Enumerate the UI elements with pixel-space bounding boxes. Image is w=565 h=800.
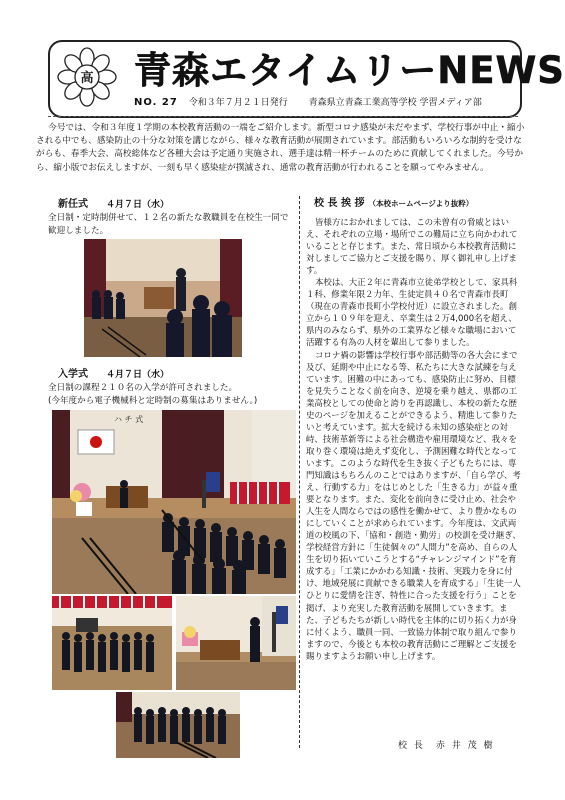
principal-paragraph-2: 本校は、大正２年に青森市立徒弟学校として、家具科１科、修業年限２力年、生徒定員４０名で青森市長町（現在の青森市長町小学校付近）に設立されました。創立から１０９年を迎え、卒業生は２万4,000名を超え、県内のみならず、県外の工業界など様々な職場において活躍する有為の人材を輩出して参りました。 [306, 277, 518, 348]
principal-message [306, 216, 522, 662]
shinninshiki-date: ４月７日（水） [106, 200, 170, 210]
column-divider [299, 196, 300, 748]
principal-title: 校 長 挨 拶 [314, 198, 365, 209]
newsletter-title: 青森エタイムリーNEWS [134, 49, 565, 92]
nyugakushiki-students-photo [52, 596, 172, 690]
nyugakushiki-body: 全日制の課程２１０名の入学が許可されました。 [48, 383, 238, 393]
stage-banner: ハ チ 式 [114, 415, 144, 424]
header-divider [48, 116, 518, 117]
issue-info [134, 96, 514, 110]
issue-date: 令和３年７月２１日発行 [188, 98, 288, 108]
principal-paragraph-1: 皆様方におかれましては、この未曽有の脅威とはいえ、それぞれの立場・場所でこの難局に立ち向かわれていることと存じます。また、常日頃から本校教育活動に対しましてご協力とご支援を賜り、厚く御礼申し上げます。 [306, 217, 518, 276]
svg-text:高: 高 [80, 71, 94, 86]
nyugakushiki-podium-photo [176, 596, 296, 690]
nyugakushiki-heading [58, 368, 169, 382]
nyugakushiki-hall-photo [52, 410, 296, 594]
issue-number: NO. 27 [134, 97, 178, 108]
shinninshiki-heading [58, 198, 169, 212]
nyugakushiki-note: (今年度から電子機械科と定時制の募集はありません。) [48, 396, 258, 406]
principal-paragraph-3: コロナ禍の影響は学校行事や部活動等の各大会にまで及び、延期や中止になる等、私たちに大きな試練を与えています。困難の中にあっても、感染防止に努め、目標を見失うことなく前を向き、逆境を乗り越え、県都の工業高校としての使命と誇りを再認識し、本校の新たな歴史のページを加えることができるよう、精進して参りたいと考えています。拡大を続ける未知の感染症との対峙、技術革新等による社会構造や雇用環境など、我々を取り巻く環境は絶えず変化し、予測困難な時代となっています。このような時代を生き抜く子どもたちには、専門知識はもちろんのことではありますが、「自ら学び、考え、行動する力」をはじめとした「生きる力」が益々重要となります。また、変化を前向きに受け止め、社会や人生を人間ならではの感性を働かせて、より豊かなものにしていくことが求められています。今年度は、文武両道の校風の下、「協和・創造・勤労」の校訓を受け継ぎ、学校経営方針に「生徒個々の“人間力”を高め、自らの人生を切り拓いていこうとする“チャレンジマインド”を育成する」「工業にかかわる知識・技術、実践力を身に付け、地域発展に貢献できる職業人を育成する」「生徒一人ひとりに愛情を注ぎ、特性に合った支援を行う」ことを掲げ、より充実した教育活動を展開していきます。また、子どもたちが新しい時代を主体的に切り拓く力が身に付くよう、職員一同、一致協力体制で取り組んで参りますので、今後とも本校の教育活動にご理解とご支援を賜りますようお願い申し上げます。 [306, 349, 521, 661]
nyugakushiki-title: 入学式 [58, 369, 88, 380]
principal-source: （本校ホームページより抜粋） [368, 199, 474, 208]
publisher: 青森県立青森工業高等学校 学習メディア部 [308, 98, 482, 108]
intro-paragraph: 今号では、令和３年度１学期の本校教育活動の一端をご紹介します。新型コロナ感染が未だやまず、学校行事が中止・縮小される中でも、感染防止の十分な対策を講じながら、様々な教育活動が展開されています。部活動もいろいろな制約を受けながらも、春季大会、高校総体など各種大会は予定通り実施され、選手達は精一杯チームのために貢献してくれました。今号から、縮小版でお伝えしますが、一刻も早く感染症が撲滅され、通常の教育活動が行われることを願ってやみません。 [36, 123, 525, 173]
principal-heading [314, 197, 524, 211]
principal-signature: 校 長 赤 井 茂 樹 [398, 741, 495, 751]
nyugakushiki-lineup-photo [116, 692, 240, 758]
shinninshiki-body: 全日制・定時制併せて、１２名の新たな教職員を在校生一同で歓迎しました。 [48, 213, 289, 236]
shinninshiki-title: 新任式 [58, 199, 88, 210]
school-crest-icon [56, 46, 118, 108]
shinninshiki-photo [84, 239, 242, 357]
nyugakushiki-date: ４月７日（水） [106, 370, 170, 380]
